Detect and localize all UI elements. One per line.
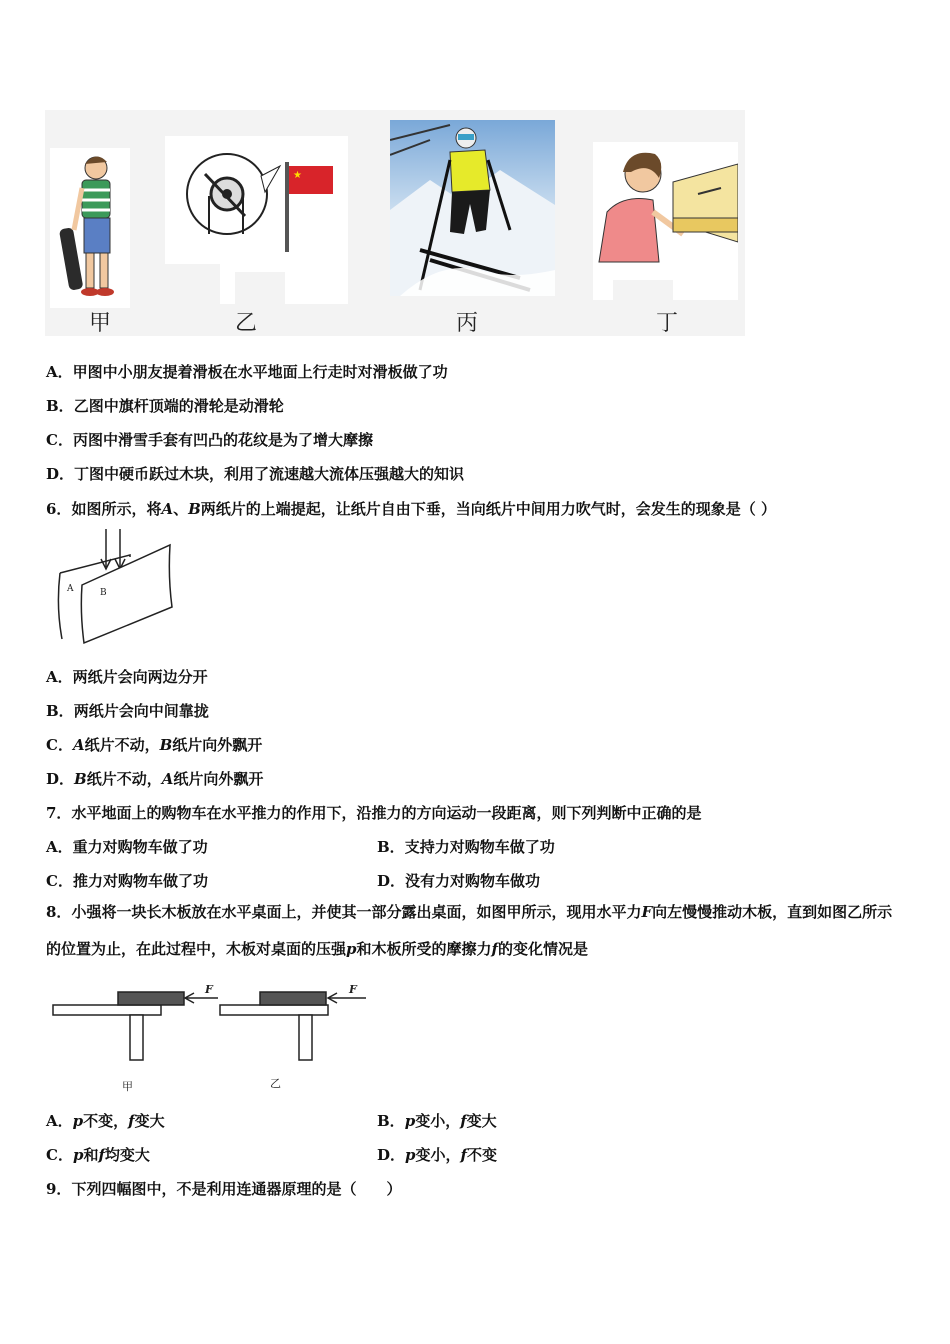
caption-jia: 甲 (89, 311, 112, 336)
figure-jia (53, 983, 218, 1093)
force-label-jia: F (205, 983, 213, 996)
q5-figure-panel (45, 110, 745, 336)
caption-jia: 甲 (122, 1080, 133, 1093)
q6-option-c[interactable]: C．A纸片不动，B纸片向外飘开 (46, 736, 263, 754)
option-label: D． (46, 465, 75, 483)
q7-option-a[interactable]: A．重力对购物车做了功 (46, 838, 208, 856)
q7-stem: 7．水平地面上的购物车在水平推力的作用下，沿推力的方向运动一段距离，则下列判断中正确的是 (46, 804, 702, 822)
board-table-figure (50, 980, 380, 1095)
caption-yi: 乙 (235, 311, 258, 336)
q8-option-b[interactable]: B．p变小，f变大 (377, 1112, 497, 1130)
q5-option-d[interactable] (46, 463, 464, 484)
option-label: B． (46, 397, 74, 415)
option-text: 丁图中硬币跃过木块，利用了流速越大流体压强越大的知识 (74, 465, 465, 483)
caption-yi: 乙 (270, 1077, 281, 1090)
skier-photo (390, 120, 555, 296)
option-text: 丙图中滑雪手套有凹凸的花纹是为了增大摩擦 (72, 431, 373, 449)
force-label-yi: F (349, 983, 357, 996)
q8-stem: 8．小强将一块长木板放在水平桌面上，并使其一部分露出桌面，如图甲所示，现用水平力F向左慢慢推动木板，直到如图乙所示的位置为止，在此过程中，木板对桌面的压强p和木板所受的摩擦力f的变化情况是 (46, 903, 893, 958)
label-a: A (67, 584, 74, 594)
q6-option-d[interactable]: D．B纸片不动，A纸片向外飘开 (46, 770, 264, 788)
svg-text:★: ★ (293, 170, 302, 181)
figure-yi (220, 983, 366, 1090)
q6-stem: 6．如图所示，将A、B两纸片的上端提起，让纸片自由下垂，当向纸片中间用力吹气时，会发生的现象是（ ） (46, 500, 777, 518)
q7-option-d[interactable]: D．没有力对购物车做功 (377, 872, 541, 890)
q5-option-c[interactable] (46, 429, 373, 450)
q8-option-a[interactable]: A．p不变，f变大 (46, 1112, 165, 1130)
option-label: A． (46, 363, 73, 381)
q6-option-a[interactable]: A．两纸片会向两边分开 (46, 668, 208, 686)
option-text: 乙图中旗杆顶端的滑轮是动滑轮 (73, 397, 284, 415)
paper-sheets-figure (54, 527, 178, 645)
q6-option-b[interactable]: B．两纸片会向中间靠拢 (46, 702, 209, 720)
label-b: B (100, 588, 107, 598)
option-text: 甲图中小朋友提着滑板在水平地面上行走时对滑板做了功 (72, 363, 448, 381)
flagpole-pulley-illustration (165, 136, 348, 304)
q7-option-b[interactable]: B．支持力对购物车做了功 (377, 838, 555, 856)
girl-coin-illustration (593, 142, 738, 300)
q8-option-c[interactable]: C．p和f均变大 (46, 1146, 150, 1164)
option-label: C． (46, 431, 73, 449)
caption-bing: 丙 (456, 311, 479, 336)
q8-option-d[interactable]: D．p变小，f不变 (377, 1146, 497, 1164)
q5-option-a[interactable] (46, 361, 448, 382)
boy-skateboard-illustration (50, 148, 130, 308)
q7-option-c[interactable]: C．推力对购物车做了功 (46, 872, 208, 890)
q5-option-b[interactable] (46, 395, 284, 416)
caption-ding: 丁 (656, 311, 679, 336)
q9-stem: 9．下列四幅图中，不是利用连通器原理的是（ ） (46, 1180, 402, 1198)
